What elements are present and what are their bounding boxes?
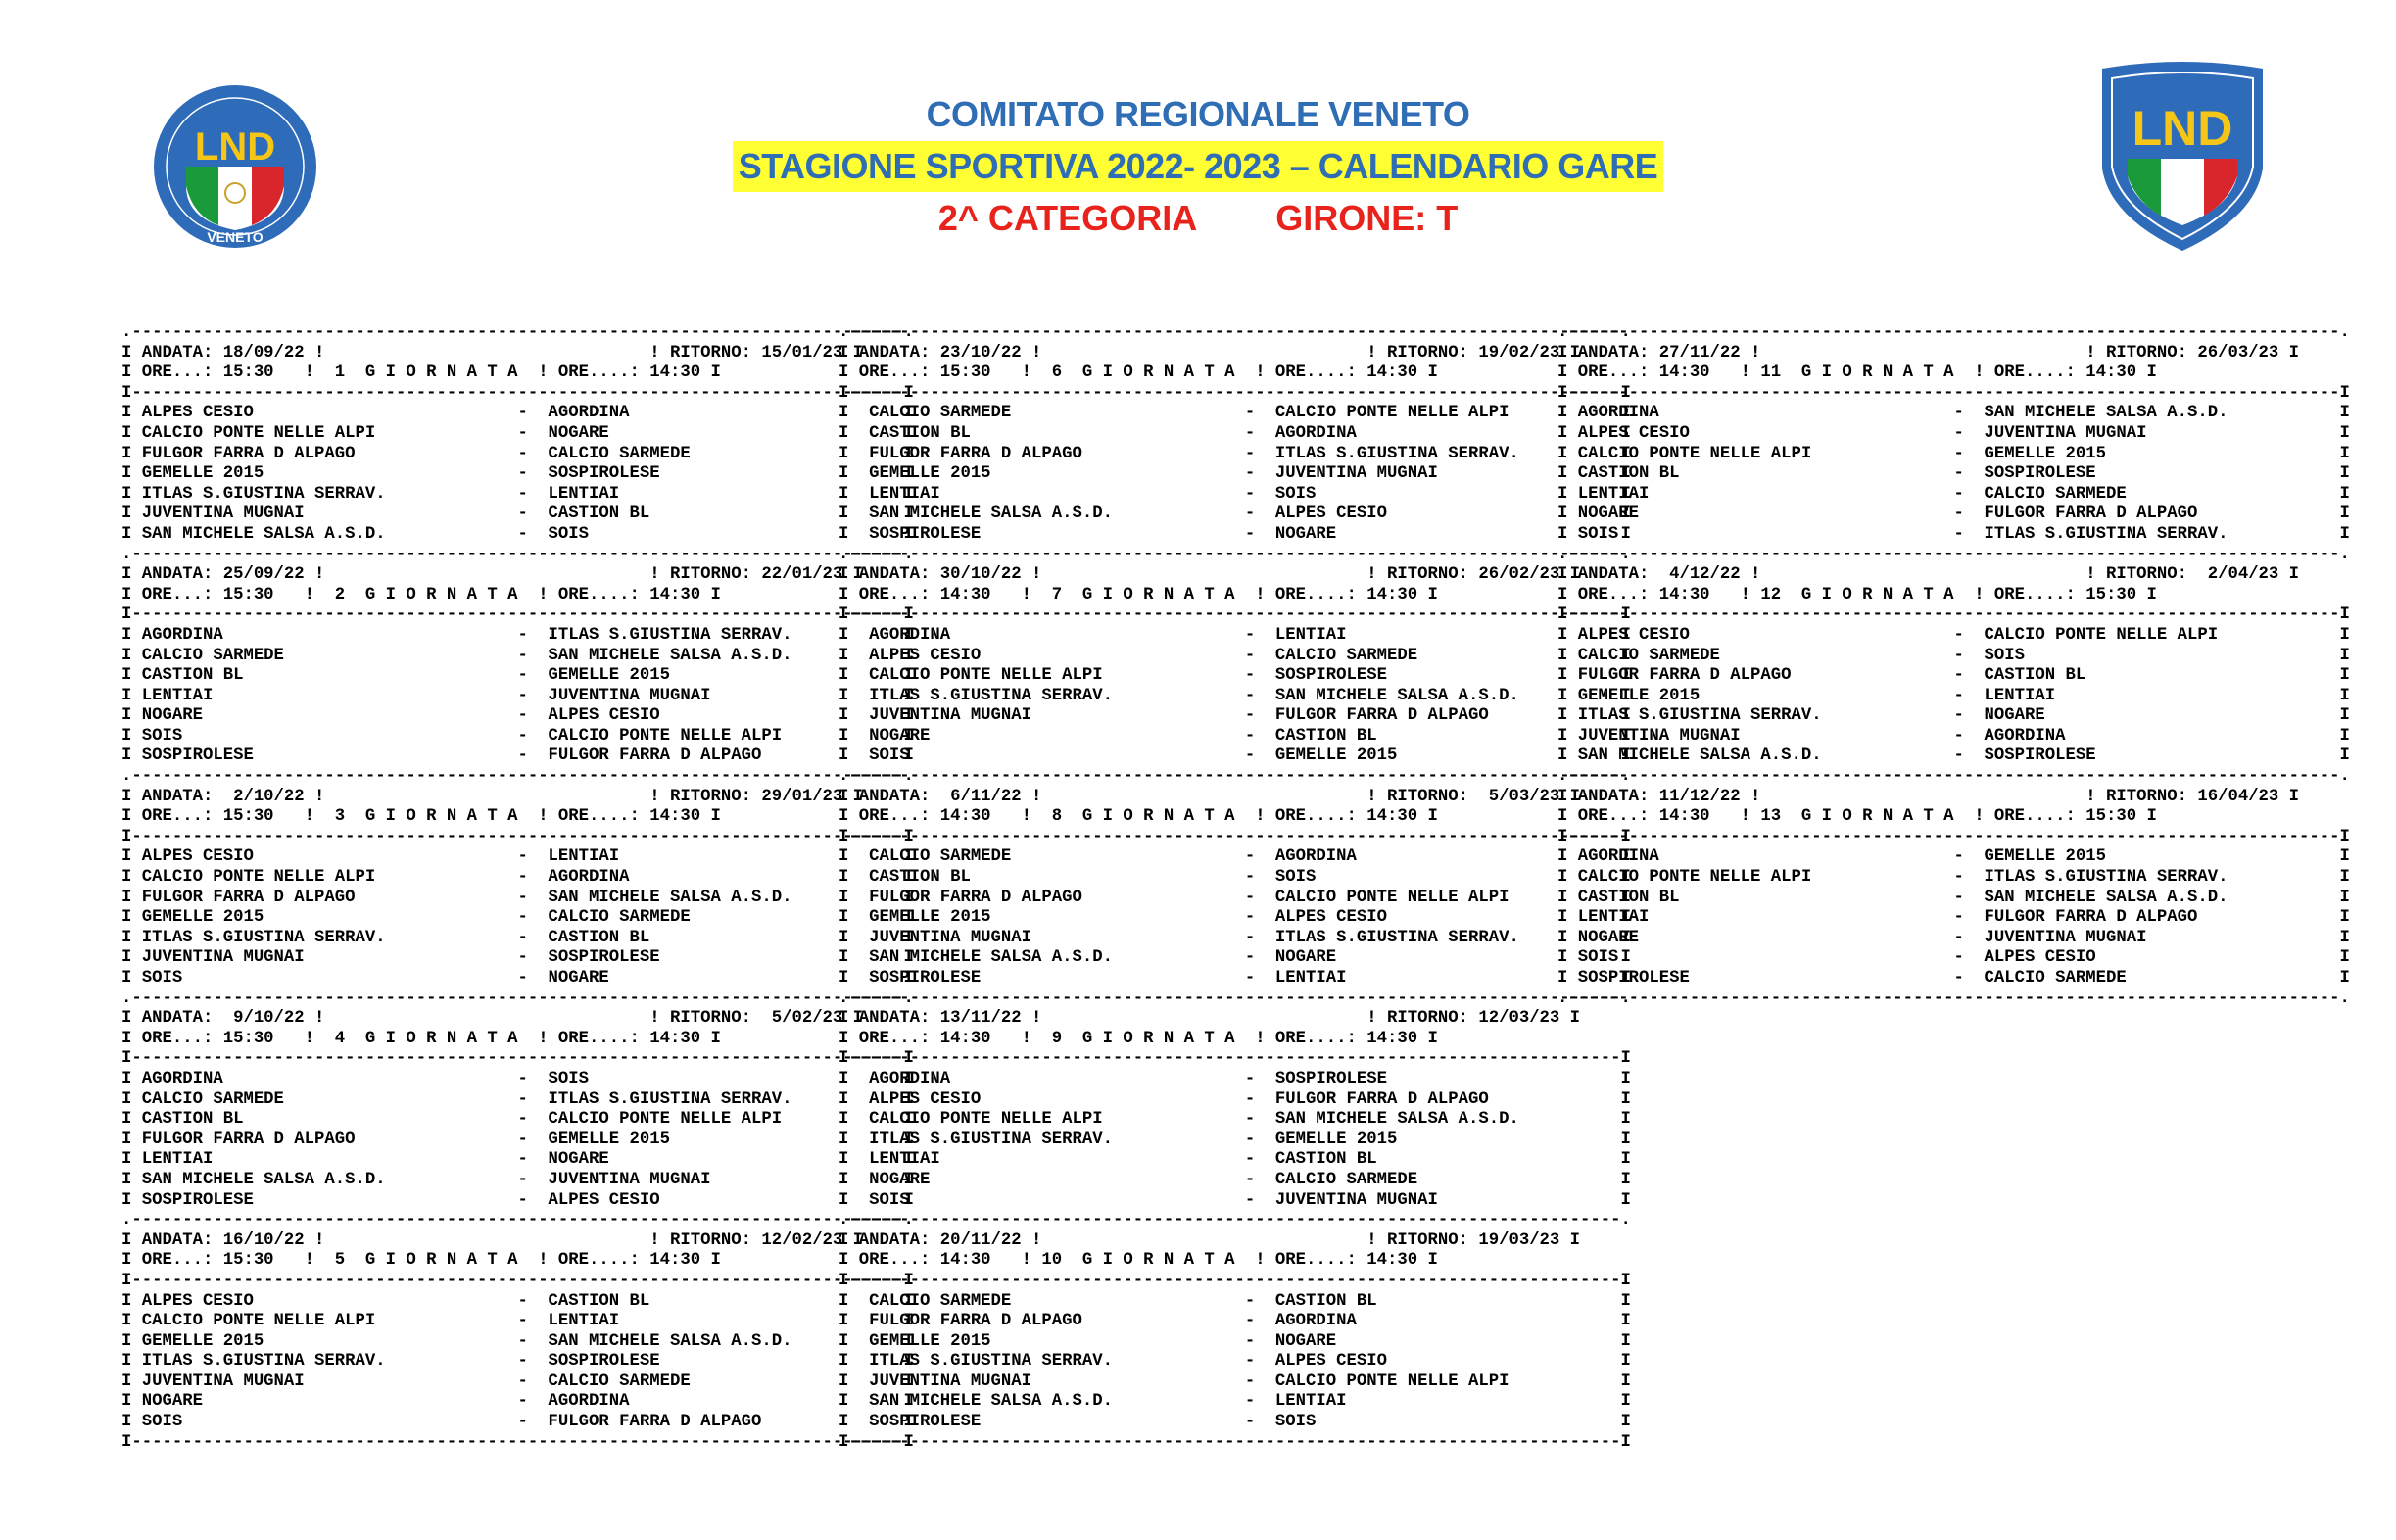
- match-row: I ITLAS S.GIUSTINA SERRAV. - NOGARE I: [1557, 706, 2350, 726]
- match-row: I JUVENTINA MUGNAI - CASTION BL I: [121, 505, 914, 524]
- match-row: I ALPES CESIO - AGORDINA I: [121, 404, 914, 423]
- match-row: I SOIS - FULGOR FARRA D ALPAGO I: [121, 1413, 914, 1432]
- match-row: I CASTION BL - SOIS I: [839, 868, 1631, 888]
- separator-line: I----------------------------------------------------------------------------I: [839, 1432, 1631, 1452]
- calendar-column-1: [121, 323, 914, 1453]
- round-times-line: I ORE...: 14:30 ! 13 G I O R N A T A ! ORE....: 15:30 I: [1557, 807, 2157, 827]
- match-row: I NOGARE - JUVENTINA MUGNAI I: [1557, 928, 2350, 947]
- round-dates-line: I ANDATA: 11/12/22 ! ! RITORNO: 16/04/23 I: [1557, 787, 2300, 806]
- match-row: I ITLAS S.GIUSTINA SERRAV. - LENTIAI I: [121, 484, 914, 504]
- match-row: I ITLAS S.GIUSTINA SERRAV. - SOSPIROLESE I: [121, 1352, 914, 1372]
- round-1: [121, 323, 914, 565]
- match-row: I ITLAS S.GIUSTINA SERRAV. - SAN MICHELE SALSA A.S.D. I: [839, 686, 1631, 705]
- match-row: I GEMELLE 2015 - SOSPIROLESE I: [121, 464, 914, 484]
- match-row: I NOGARE - AGORDINA I: [121, 1392, 914, 1412]
- match-row: I GEMELLE 2015 - LENTIAI I: [1557, 686, 2350, 705]
- round-dates-line: I ANDATA: 20/11/22 ! ! RITORNO: 19/03/23 I: [839, 1230, 1581, 1250]
- match-row: I SOIS - NOGARE I: [121, 969, 914, 987]
- match-row: I LENTIAI - SOIS I: [839, 484, 1631, 504]
- match-row: I JUVENTINA MUGNAI - CALCIO PONTE NELLE ALPI I: [839, 1372, 1631, 1391]
- match-row: I SOIS - CALCIO PONTE NELLE ALPI I: [121, 726, 914, 746]
- match-row: I CASTION BL - SAN MICHELE SALSA A.S.D. I: [1557, 888, 2350, 907]
- separator-line: .----------------------------------------------------------------------------.: [1557, 767, 2350, 787]
- lnd-shield-logo: [2098, 61, 2267, 253]
- match-row: I CALCIO PONTE NELLE ALPI - SOSPIROLESE I: [839, 666, 1631, 686]
- round-times-line: I ORE...: 14:30 ! 12 G I O R N A T A ! ORE....: 15:30 I: [1557, 585, 2157, 604]
- round-5: [121, 1231, 914, 1454]
- round-times-line: I ORE...: 14:30 ! 10 G I O R N A T A ! ORE....: 14:30 I: [839, 1251, 1438, 1271]
- match-row: I SAN MICHELE SALSA A.S.D. - JUVENTINA MUGNAI I: [121, 1170, 914, 1189]
- round-dates-line: I ANDATA: 9/10/22 ! ! RITORNO: 5/02/23 I: [121, 1009, 864, 1029]
- separator-line: .----------------------------------------------------------------------------.: [839, 1211, 1631, 1230]
- separator-line: I----------------------------------------------------------------------------I: [839, 1271, 1631, 1290]
- match-row: I SOSPIROLESE - NOGARE I: [839, 524, 1631, 544]
- match-row: I AGORDINA - SOIS I: [121, 1069, 914, 1088]
- left-logo-region: VENETO: [207, 229, 264, 245]
- match-row: I FULGOR FARRA D ALPAGO - ITLAS S.GIUSTINA SERRAV. I: [839, 444, 1631, 463]
- match-row: I SAN MICHELE SALSA A.S.D. - SOSPIROLESE I: [1557, 746, 2350, 766]
- match-row: I LENTIAI - CASTION BL I: [839, 1150, 1631, 1170]
- round-times-line: I ORE...: 15:30 ! 2 G I O R N A T A ! ORE....: 14:30 I: [121, 585, 721, 604]
- match-row: I AGORDINA - GEMELLE 2015 I: [1557, 847, 2350, 867]
- round-dates-line: I ANDATA: 16/10/22 ! ! RITORNO: 12/02/23 I: [121, 1230, 864, 1250]
- match-row: I GEMELLE 2015 - CALCIO SARMEDE I: [121, 908, 914, 928]
- match-row: I CALCIO PONTE NELLE ALPI - AGORDINA I: [121, 868, 914, 888]
- match-row: I SOIS - GEMELLE 2015 I: [839, 746, 1631, 766]
- match-row: I NOGARE - FULGOR FARRA D ALPAGO I: [1557, 505, 2350, 524]
- match-row: I SOIS - JUVENTINA MUGNAI I: [839, 1190, 1631, 1210]
- left-logo-text: LND: [194, 125, 276, 168]
- match-row: I ALPES CESIO - CALCIO SARMEDE I: [839, 646, 1631, 665]
- match-row: I LENTIAI - NOGARE I: [121, 1150, 914, 1170]
- separator-line: I----------------------------------------------------------------------------I: [839, 827, 1631, 846]
- document-header: [0, 88, 2396, 245]
- separator-line: .----------------------------------------------------------------------------.: [839, 545, 1631, 564]
- round-times-line: I ORE...: 14:30 ! 11 G I O R N A T A ! ORE....: 14:30 I: [1557, 363, 2157, 383]
- match-row: I JUVENTINA MUGNAI - ITLAS S.GIUSTINA SERRAV. I: [839, 928, 1631, 947]
- round-13: [1557, 788, 2350, 1010]
- lnd-veneto-logo: [152, 83, 318, 250]
- round-2: [121, 565, 914, 788]
- match-row: I JUVENTINA MUGNAI - AGORDINA I: [1557, 726, 2350, 746]
- match-row: I ALPES CESIO - CASTION BL I: [121, 1291, 914, 1311]
- round-dates-line: I ANDATA: 4/12/22 ! ! RITORNO: 2/04/23 I: [1557, 565, 2300, 585]
- match-row: I CALCIO SARMEDE - CALCIO PONTE NELLE ALPI I: [839, 404, 1631, 423]
- match-row: I GEMELLE 2015 - SAN MICHELE SALSA A.S.D. I: [121, 1331, 914, 1351]
- match-row: I NOGARE - ALPES CESIO I: [121, 706, 914, 726]
- match-row: I SOSPIROLESE - CALCIO SARMEDE I: [1557, 969, 2350, 987]
- match-row: I CALCIO PONTE NELLE ALPI - LENTIAI I: [121, 1312, 914, 1331]
- match-row: I CALCIO PONTE NELLE ALPI - NOGARE I: [121, 423, 914, 443]
- separator-line: I----------------------------------------------------------------------------I: [121, 1271, 914, 1290]
- round-7: [839, 565, 1631, 788]
- match-row: I CASTION BL - GEMELLE 2015 I: [121, 666, 914, 686]
- separator-line: .----------------------------------------------------------------------------.: [839, 323, 1631, 342]
- match-row: I CALCIO PONTE NELLE ALPI - ITLAS S.GIUSTINA SERRAV. I: [1557, 868, 2350, 888]
- match-row: I FULGOR FARRA D ALPAGO - SAN MICHELE SALSA A.S.D. I: [121, 888, 914, 907]
- match-row: I FULGOR FARRA D ALPAGO - CASTION BL I: [1557, 666, 2350, 686]
- match-row: I CALCIO SARMEDE - ITLAS S.GIUSTINA SERRAV. I: [121, 1089, 914, 1109]
- calendar-column-3: [1557, 323, 2350, 1009]
- category-label: 2^ CATEGORIA: [937, 198, 1198, 238]
- round-4: [121, 1009, 914, 1231]
- separator-line: I----------------------------------------------------------------------------I: [121, 827, 914, 846]
- match-row: I CALCIO SARMEDE - SOIS I: [1557, 646, 2350, 665]
- match-row: I CALCIO SARMEDE - CASTION BL I: [839, 1291, 1631, 1311]
- match-row: I ITLAS S.GIUSTINA SERRAV. - GEMELLE 2015 I: [839, 1130, 1631, 1149]
- round-8: [839, 788, 1631, 1010]
- round-dates-line: I ANDATA: 27/11/22 ! ! RITORNO: 26/03/23 I: [1557, 343, 2300, 362]
- right-logo-text: LND: [2132, 101, 2233, 156]
- match-row: I AGORDINA - ITLAS S.GIUSTINA SERRAV. I: [121, 625, 914, 645]
- separator-line: I----------------------------------------------------------------------------I: [839, 605, 1631, 625]
- match-row: I CALCIO SARMEDE - SAN MICHELE SALSA A.S.D. I: [121, 646, 914, 665]
- round-times-line: I ORE...: 15:30 ! 4 G I O R N A T A ! ORE....: 14:30 I: [121, 1029, 721, 1048]
- separator-line: I----------------------------------------------------------------------------I: [1557, 605, 2350, 625]
- round-times-line: I ORE...: 15:30 ! 1 G I O R N A T A ! ORE....: 14:30 I: [121, 363, 721, 383]
- round-times-line: I ORE...: 14:30 ! 8 G I O R N A T A ! ORE....: 14:30 I: [839, 807, 1438, 827]
- match-row: I FULGOR FARRA D ALPAGO - CALCIO SARMEDE I: [121, 444, 914, 463]
- match-row: I NOGARE - CASTION BL I: [839, 726, 1631, 746]
- committee-title: COMITATO REGIONALE VENETO: [926, 94, 1470, 134]
- match-row: I AGORDINA - SAN MICHELE SALSA A.S.D. I: [1557, 404, 2350, 423]
- match-row: I JUVENTINA MUGNAI - CALCIO SARMEDE I: [121, 1372, 914, 1391]
- match-row: I ALPES CESIO - JUVENTINA MUGNAI I: [1557, 423, 2350, 443]
- match-row: I SOSPIROLESE - FULGOR FARRA D ALPAGO I: [121, 746, 914, 766]
- round-dates-line: I ANDATA: 30/10/22 ! ! RITORNO: 26/02/23 I: [839, 565, 1581, 585]
- match-row: I SOSPIROLESE - LENTIAI I: [839, 969, 1631, 987]
- separator-line: .----------------------------------------------------------------------------.: [121, 988, 914, 1008]
- separator-line: I----------------------------------------------------------------------------I: [121, 1049, 914, 1069]
- match-row: I NOGARE - CALCIO SARMEDE I: [839, 1170, 1631, 1189]
- separator-line: .----------------------------------------------------------------------------.: [121, 323, 914, 342]
- match-row: I GEMELLE 2015 - NOGARE I: [839, 1331, 1631, 1351]
- round-dates-line: I ANDATA: 2/10/22 ! ! RITORNO: 29/01/23 I: [121, 787, 864, 806]
- match-row: I SOSPIROLESE - ALPES CESIO I: [121, 1190, 914, 1210]
- round-11: [1557, 323, 2350, 565]
- match-row: I ITLAS S.GIUSTINA SERRAV. - ALPES CESIO I: [839, 1352, 1631, 1372]
- match-row: I CALCIO PONTE NELLE ALPI - SAN MICHELE SALSA A.S.D. I: [839, 1110, 1631, 1130]
- round-dates-line: I ANDATA: 18/09/22 ! ! RITORNO: 15/01/23 I: [121, 343, 864, 362]
- round-dates-line: I ANDATA: 13/11/22 ! ! RITORNO: 12/03/23 I: [839, 1009, 1581, 1029]
- round-times-line: I ORE...: 15:30 ! 6 G I O R N A T A ! ORE....: 14:30 I: [839, 363, 1438, 383]
- round-3: [121, 788, 914, 1010]
- match-row: I JUVENTINA MUGNAI - SOSPIROLESE I: [121, 948, 914, 968]
- round-times-line: I ORE...: 14:30 ! 7 G I O R N A T A ! ORE....: 14:30 I: [839, 585, 1438, 604]
- match-row: I CALCIO SARMEDE - AGORDINA I: [839, 847, 1631, 867]
- match-row: I GEMELLE 2015 - ALPES CESIO I: [839, 908, 1631, 928]
- round-dates-line: I ANDATA: 25/09/22 ! ! RITORNO: 22/01/23 I: [121, 565, 864, 585]
- match-row: I SOIS - ALPES CESIO I: [1557, 948, 2350, 968]
- separator-line: I----------------------------------------------------------------------------I: [121, 383, 914, 403]
- match-row: I CASTION BL - CALCIO PONTE NELLE ALPI I: [121, 1110, 914, 1130]
- separator-line: .----------------------------------------------------------------------------.: [121, 545, 914, 564]
- round-times-line: I ORE...: 14:30 ! 9 G I O R N A T A ! ORE....: 14:30 I: [839, 1029, 1438, 1048]
- match-row: I FULGOR FARRA D ALPAGO - AGORDINA I: [839, 1312, 1631, 1331]
- separator-line: I----------------------------------------------------------------------------I: [839, 1049, 1631, 1069]
- separator-line: .----------------------------------------------------------------------------.: [121, 767, 914, 787]
- match-row: I JUVENTINA MUGNAI - FULGOR FARRA D ALPAGO I: [839, 706, 1631, 726]
- match-row: I GEMELLE 2015 - JUVENTINA MUGNAI I: [839, 464, 1631, 484]
- separator-line: .----------------------------------------------------------------------------.: [1557, 545, 2350, 564]
- match-row: I SOSPIROLESE - SOIS I: [839, 1413, 1631, 1432]
- match-row: I LENTIAI - CALCIO SARMEDE I: [1557, 484, 2350, 504]
- round-9: [839, 1009, 1631, 1231]
- match-row: I CALCIO PONTE NELLE ALPI - GEMELLE 2015 I: [1557, 444, 2350, 463]
- match-row: I AGORDINA - SOSPIROLESE I: [839, 1069, 1631, 1088]
- separator-line: .----------------------------------------------------------------------------.: [121, 1211, 914, 1230]
- round-10: [839, 1231, 1631, 1454]
- match-row: I FULGOR FARRA D ALPAGO - CALCIO PONTE NELLE ALPI I: [839, 888, 1631, 907]
- group-label: GIRONE: T: [1275, 198, 1459, 238]
- separator-line: I----------------------------------------------------------------------------I: [839, 383, 1631, 403]
- match-row: I AGORDINA - LENTIAI I: [839, 625, 1631, 645]
- match-row: I ALPES CESIO - CALCIO PONTE NELLE ALPI I: [1557, 625, 2350, 645]
- separator-line: .----------------------------------------------------------------------------.: [839, 988, 1631, 1008]
- match-row: I SAN MICHELE SALSA A.S.D. - NOGARE I: [839, 948, 1631, 968]
- round-dates-line: I ANDATA: 23/10/22 ! ! RITORNO: 19/02/23 I: [839, 343, 1581, 362]
- separator-line: .----------------------------------------------------------------------------.: [839, 767, 1631, 787]
- match-row: I SAN MICHELE SALSA A.S.D. - SOIS I: [121, 524, 914, 544]
- category-line: [0, 192, 2396, 245]
- round-times-line: I ORE...: 15:30 ! 5 G I O R N A T A ! ORE....: 14:30 I: [121, 1251, 721, 1271]
- round-times-line: I ORE...: 15:30 ! 3 G I O R N A T A ! ORE....: 14:30 I: [121, 807, 721, 827]
- match-row: I ALPES CESIO - LENTIAI I: [121, 847, 914, 867]
- match-row: I CASTION BL - SOSPIROLESE I: [1557, 464, 2350, 484]
- separator-line: I----------------------------------------------------------------------------I: [1557, 827, 2350, 846]
- season-title: STAGIONE SPORTIVA 2022- 2023 – CALENDARIO GARE: [733, 141, 1664, 192]
- separator-line: I----------------------------------------------------------------------------I: [121, 605, 914, 625]
- match-row: I LENTIAI - JUVENTINA MUGNAI I: [121, 686, 914, 705]
- match-row: I ALPES CESIO - FULGOR FARRA D ALPAGO I: [839, 1089, 1631, 1109]
- separator-line: .----------------------------------------------------------------------------.: [1557, 988, 2350, 1008]
- match-row: I LENTIAI - FULGOR FARRA D ALPAGO I: [1557, 908, 2350, 928]
- separator-line: I----------------------------------------------------------------------------I: [121, 1432, 914, 1452]
- separator-line: .----------------------------------------------------------------------------.: [1557, 323, 2350, 342]
- match-row: I SAN MICHELE SALSA A.S.D. - LENTIAI I: [839, 1392, 1631, 1412]
- match-row: I ITLAS S.GIUSTINA SERRAV. - CASTION BL I: [121, 928, 914, 947]
- round-12: [1557, 565, 2350, 788]
- separator-line: I----------------------------------------------------------------------------I: [1557, 383, 2350, 403]
- round-6: [839, 323, 1631, 565]
- calendar-column-2: [839, 323, 1631, 1453]
- match-row: I SOIS - ITLAS S.GIUSTINA SERRAV. I: [1557, 524, 2350, 544]
- round-dates-line: I ANDATA: 6/11/22 ! ! RITORNO: 5/03/23 I: [839, 787, 1581, 806]
- match-row: I FULGOR FARRA D ALPAGO - GEMELLE 2015 I: [121, 1130, 914, 1149]
- match-row: I SAN MICHELE SALSA A.S.D. - ALPES CESIO I: [839, 505, 1631, 524]
- match-row: I CASTION BL - AGORDINA I: [839, 423, 1631, 443]
